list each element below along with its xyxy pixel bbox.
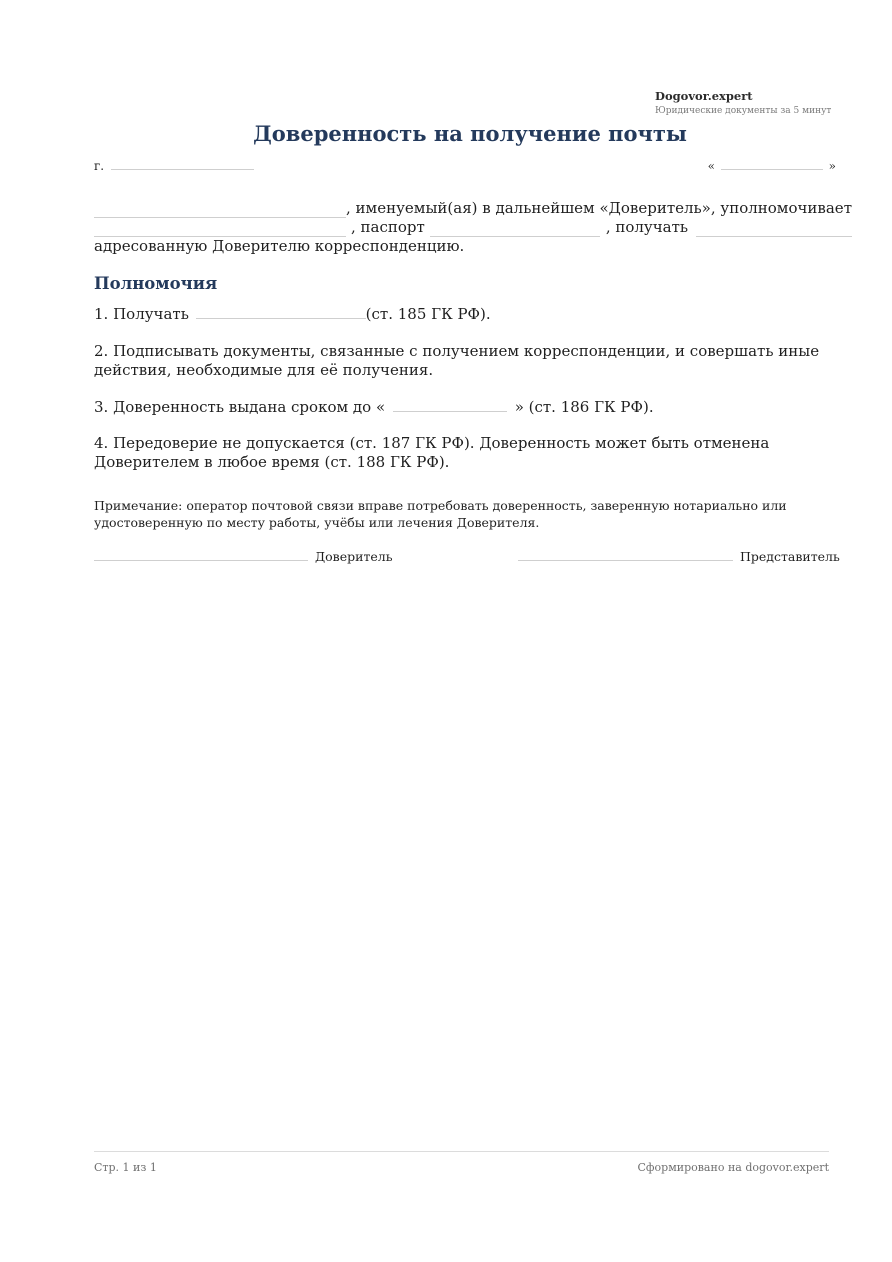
power-3-suffix: » (ст. 186 ГК РФ). (514, 398, 654, 416)
power-1-prefix: 1. Получать (94, 305, 189, 323)
power-item-3 (94, 397, 852, 417)
principal-signature-blank[interactable] (94, 546, 308, 561)
section-heading: Полномочия (94, 274, 218, 293)
power-item-2: 2. Подписывать документы, связанные с получением корреспонденции, и совершать иные действия, необходимые для её получения. (94, 342, 820, 379)
principal-name-blank[interactable] (94, 203, 346, 218)
signature-representative (518, 546, 840, 566)
date-open-quote: « (707, 159, 715, 173)
intro-line-3: адресованную Доверителю корреспонденцию. (94, 237, 465, 255)
passport-blank[interactable] (430, 222, 600, 237)
brand-name: Dogovor.expert (655, 89, 753, 103)
power-item-1 (94, 304, 852, 324)
power-1-blank[interactable] (196, 304, 366, 319)
city-blank[interactable] (111, 155, 254, 170)
city-field (94, 155, 254, 175)
principal-label: Доверитель (314, 549, 393, 564)
footer-divider (94, 1151, 829, 1152)
intro-line-1 (94, 199, 852, 218)
date-field (708, 155, 836, 175)
date-close-quote: » (828, 159, 836, 173)
document-title: Доверенность на получение почты (253, 121, 687, 146)
brand-tagline: Юридические документы за 5 минут (655, 106, 832, 116)
signature-principal (94, 546, 393, 566)
representative-label: Представитель (739, 549, 840, 564)
intro-passport-text: , паспорт (351, 218, 425, 236)
power-3-prefix: 3. Доверенность выдана сроком до « (94, 398, 386, 416)
representative-signature-blank[interactable] (518, 546, 733, 561)
footer-page-number: Стр. 1 из 1 (94, 1161, 157, 1174)
note-text: Примечание: оператор почтовой связи вправе потребовать доверенность, заверенную нотариально или удостоверенную по месту работы, учёбы или лечения Доверителя. (94, 498, 787, 530)
date-blank[interactable] (721, 155, 823, 170)
representative-name-blank[interactable] (94, 222, 346, 237)
power-1-suffix: (ст. 185 ГК РФ). (365, 305, 491, 323)
footer-generated: Сформировано на dogovor.expert (637, 1161, 829, 1174)
city-prefix: г. (94, 159, 105, 173)
power-3-date-blank[interactable] (393, 397, 507, 412)
intro-line-2 (94, 218, 852, 237)
brand-block (655, 89, 855, 118)
power-item-4: 4. Передоверие не допускается (ст. 187 ГК РФ). Доверенность может быть отменена Доверителем в любое время (ст. 188 ГК РФ). (94, 434, 770, 471)
receive-place-blank[interactable] (696, 222, 852, 237)
intro-named-text: , именуемый(ая) в дальнейшем «Доверитель», уполномочивает (346, 199, 852, 217)
intro-receive-text: , получать (605, 218, 689, 236)
intro-paragraph (94, 199, 852, 256)
